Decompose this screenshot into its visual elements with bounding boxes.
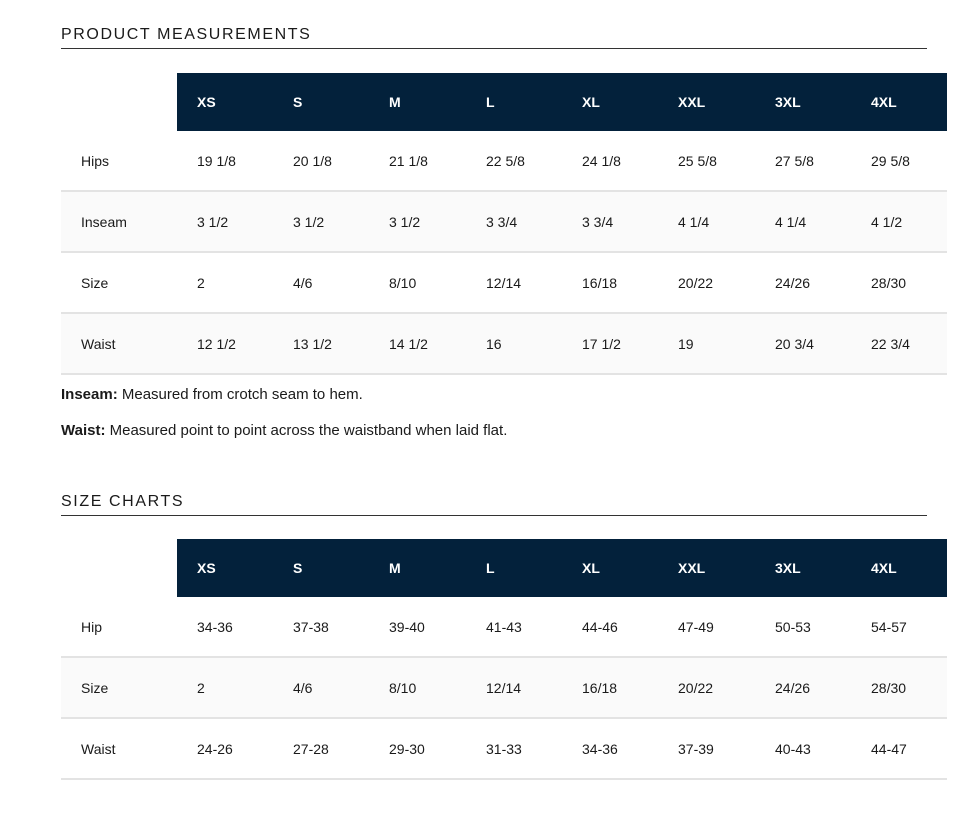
header-m: M: [389, 560, 401, 576]
table-cell: 24 1/8: [582, 152, 621, 169]
header-s: S: [293, 94, 303, 110]
row-label: Size: [81, 274, 109, 291]
header-xl: XL: [582, 560, 600, 576]
header-m: M: [389, 94, 401, 110]
inseam-note-text: Measured from crotch seam to hem.: [117, 386, 363, 403]
table-cell: 24/26: [775, 274, 811, 291]
table-cell: 50-53: [775, 618, 811, 635]
table-cell: 4/6: [293, 679, 313, 696]
table-cell: 41-43: [486, 618, 522, 635]
row-label: Waist: [81, 740, 116, 757]
header-xl: XL: [582, 94, 600, 110]
table-cell: 3 1/2: [293, 213, 325, 230]
table-cell: 20 3/4: [775, 335, 814, 352]
inseam-note: [61, 386, 363, 404]
table-row-waist: [61, 314, 947, 375]
table-cell: 40-43: [775, 740, 811, 757]
table-cell: 31-33: [486, 740, 522, 757]
table-cell: 20/22: [678, 274, 714, 291]
waist-note-text: Measured point to point across the waistband when laid flat.: [105, 422, 508, 439]
table-row-hip: [61, 597, 947, 658]
table-cell: 22 3/4: [871, 335, 910, 352]
table-cell: 19: [678, 335, 694, 352]
table-cell: 22 5/8: [486, 152, 525, 169]
table-cell: 39-40: [389, 618, 425, 635]
header-4xl: 4XL: [871, 94, 897, 110]
product-measurements-title: PRODUCT MEASUREMENTS: [61, 26, 927, 49]
table-cell: 28/30: [871, 679, 907, 696]
table-row-size: [61, 253, 947, 314]
table-cell: 37-39: [678, 740, 714, 757]
row-label: Size: [81, 679, 109, 696]
table-cell: 14 1/2: [389, 335, 428, 352]
table-cell: 2: [197, 679, 205, 696]
table-cell: 12/14: [486, 274, 522, 291]
row-label: Inseam: [81, 213, 127, 230]
header-xs: XS: [197, 560, 216, 576]
table-header-row: [61, 539, 947, 597]
table-cell: 21 1/8: [389, 152, 428, 169]
header-l: L: [486, 94, 495, 110]
product-measurements-table: [61, 73, 947, 375]
table-cell: 4/6: [293, 274, 313, 291]
waist-note: [61, 422, 507, 440]
table-cell: 27 5/8: [775, 152, 814, 169]
header-xxl: XXL: [678, 94, 706, 110]
table-cell: 44-46: [582, 618, 618, 635]
header-4xl: 4XL: [871, 560, 897, 576]
table-row-hips: [61, 131, 947, 192]
table-cell: 16/18: [582, 679, 618, 696]
table-cell: 12/14: [486, 679, 522, 696]
row-label: Hips: [81, 152, 110, 169]
table-cell: 28/30: [871, 274, 907, 291]
table-cell: 20/22: [678, 679, 714, 696]
table-cell: 16: [486, 335, 502, 352]
size-charts-table: [61, 539, 947, 780]
size-charts-title: SIZE CHARTS: [61, 493, 927, 516]
row-label: Hip: [81, 618, 103, 635]
table-cell: 4 1/4: [678, 213, 710, 230]
table-cell: 54-57: [871, 618, 907, 635]
table-cell: 2: [197, 274, 205, 291]
table-cell: 20 1/8: [293, 152, 332, 169]
table-row-inseam: [61, 192, 947, 253]
table-row-size: [61, 658, 947, 719]
table-cell: 29 5/8: [871, 152, 910, 169]
header-3xl: 3XL: [775, 94, 801, 110]
row-label: Waist: [81, 335, 116, 352]
header-l: L: [486, 560, 495, 576]
table-cell: 8/10: [389, 274, 417, 291]
table-cell: 24/26: [775, 679, 811, 696]
table-cell: 27-28: [293, 740, 329, 757]
table-cell: 3 1/2: [197, 213, 229, 230]
table-cell: 12 1/2: [197, 335, 236, 352]
table-cell: 19 1/8: [197, 152, 236, 169]
table-cell: 16/18: [582, 274, 618, 291]
table-cell: 25 5/8: [678, 152, 717, 169]
table-cell: 3 1/2: [389, 213, 421, 230]
table-cell: 44-47: [871, 740, 907, 757]
table-cell: 4 1/4: [775, 213, 807, 230]
header-3xl: 3XL: [775, 560, 801, 576]
table-header-row: [61, 73, 947, 131]
table-cell: 3 3/4: [486, 213, 518, 230]
table-cell: 34-36: [582, 740, 618, 757]
table-cell: 8/10: [389, 679, 417, 696]
header-xs: XS: [197, 94, 216, 110]
table-cell: 24-26: [197, 740, 233, 757]
waist-note-term: Waist:: [61, 422, 106, 439]
inseam-note-term: Inseam:: [61, 386, 118, 403]
table-cell: 13 1/2: [293, 335, 332, 352]
header-s: S: [293, 560, 303, 576]
table-cell: 47-49: [678, 618, 714, 635]
table-cell: 34-36: [197, 618, 233, 635]
table-cell: 17 1/2: [582, 335, 621, 352]
table-row-waist: [61, 719, 947, 780]
table-cell: 4 1/2: [871, 213, 903, 230]
table-cell: 29-30: [389, 740, 425, 757]
table-cell: 3 3/4: [582, 213, 614, 230]
header-xxl: XXL: [678, 560, 706, 576]
table-cell: 37-38: [293, 618, 329, 635]
